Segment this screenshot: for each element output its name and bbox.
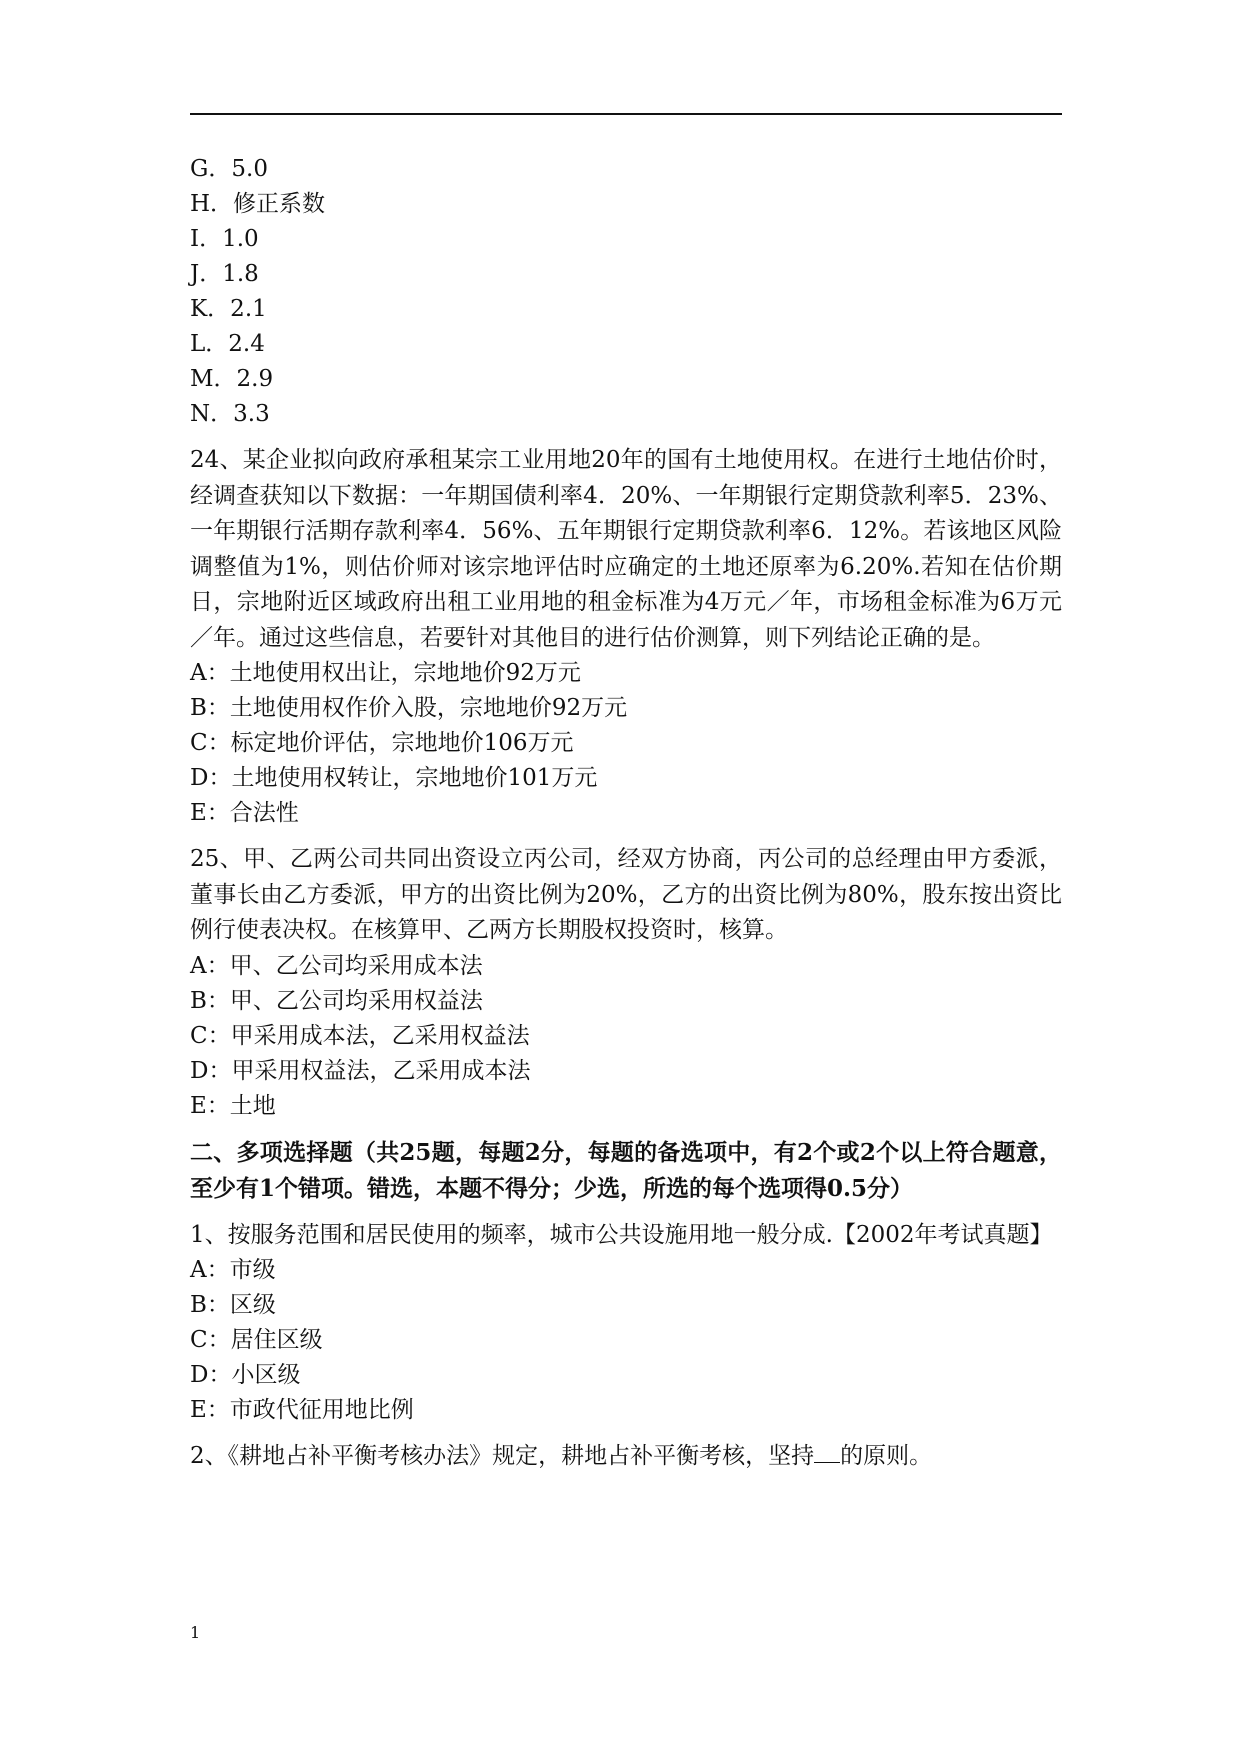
option-k: K．2.1 bbox=[190, 296, 267, 322]
question-25-option-e: E：土地 bbox=[190, 1092, 276, 1119]
multi-question-1-option-a: A：市级 bbox=[190, 1257, 276, 1283]
multi-question-1-option-c: C：居住区级 bbox=[190, 1327, 323, 1353]
option-g: G．5.0 bbox=[190, 156, 268, 182]
header-rule bbox=[190, 113, 1062, 115]
option-h: H．修正系数 bbox=[190, 191, 326, 217]
question-24-stem: 24、某企业拟向政府承租某宗工业用地20年的国有土地使用权。在进行土地估价时，经调查获知以下数据：一年期国债利率4．20%、一年期银行定期贷款利率5．23%、一年期银行活期存款利率4．56%、五年期银行定期贷款利率6．12%。若该地区风险调整值为1%，则估价师对该宗地评估时应确定的土地还原率为6.20%.若知在估价期日，宗地附近区域政府出租工业用地的租金标准为4万元／年，市场租金标准为6万元／年。通过这些信息，若要针对其他目的进行估价测算，则下列结论正确的是。 bbox=[190, 447, 1062, 651]
multi-question-2-stem-before: 2、《耕地占补平衡考核办法》规定，耕地占补平衡考核，坚持 bbox=[190, 1443, 815, 1469]
multi-question-1-stem: 1、按服务范围和居民使用的频率，城市公共设施用地一般分成.【2002年考试真题】 bbox=[190, 1221, 1053, 1248]
answer-blank bbox=[814, 1444, 840, 1463]
option-m: M．2.9 bbox=[190, 366, 274, 392]
question-25-option-b: B：甲、乙公司均采用权益法 bbox=[190, 987, 483, 1014]
option-j: J．1.8 bbox=[190, 261, 259, 287]
question-24-option-b: B：土地使用权作价入股，宗地地价92万元 bbox=[190, 695, 628, 721]
multi-question-1 bbox=[190, 1218, 1062, 1429]
top-options-list bbox=[190, 152, 1062, 432]
question-24-option-a: A：土地使用权出让，宗地地价92万元 bbox=[190, 660, 581, 686]
multi-question-1-option-d: D：小区级 bbox=[190, 1362, 301, 1388]
section-2-title: 二、多项选择题（共25题，每题2分，每题的备选项中，有2个或2个以上符合题意，至少有1个错项。错选，本题不得分；少选，所选的每个选项得0.5分） bbox=[190, 1138, 1062, 1202]
question-24-option-d: D：土地使用权转让，宗地地价101万元 bbox=[190, 765, 598, 791]
option-n: N．3.3 bbox=[190, 401, 270, 427]
question-25-option-a: A：甲、乙公司均采用成本法 bbox=[190, 952, 483, 979]
question-24 bbox=[190, 443, 1062, 831]
multi-question-2-stem-after: 的原则。 bbox=[840, 1443, 933, 1469]
question-24-option-e: E：合法性 bbox=[190, 800, 299, 826]
question-24-option-c: C：标定地价评估，宗地地价106万元 bbox=[190, 730, 574, 756]
question-25-option-d: D：甲采用权益法，乙采用成本法 bbox=[190, 1057, 531, 1084]
option-l: L．2.4 bbox=[190, 331, 265, 357]
option-i: I．1.0 bbox=[190, 226, 259, 252]
page-number: 1 bbox=[190, 1623, 201, 1642]
document-body bbox=[190, 152, 1062, 1475]
multi-question-2-stem bbox=[190, 1439, 1062, 1475]
question-25-option-c: C：甲采用成本法，乙采用权益法 bbox=[190, 1022, 530, 1049]
question-25-stem: 25、甲、乙两公司共同出资设立丙公司，经双方协商，丙公司的总经理由甲方委派，董事长由乙方委派，甲方的出资比例为20%，乙方的出资比例为80%，股东按出资比例行使表决权。在核算甲、乙两方长期股权投资时，核算。 bbox=[190, 846, 1062, 943]
question-25 bbox=[190, 842, 1062, 1124]
multi-question-1-option-b: B：区级 bbox=[190, 1292, 276, 1318]
multi-question-1-option-e: E：市政代征用地比例 bbox=[190, 1397, 414, 1423]
